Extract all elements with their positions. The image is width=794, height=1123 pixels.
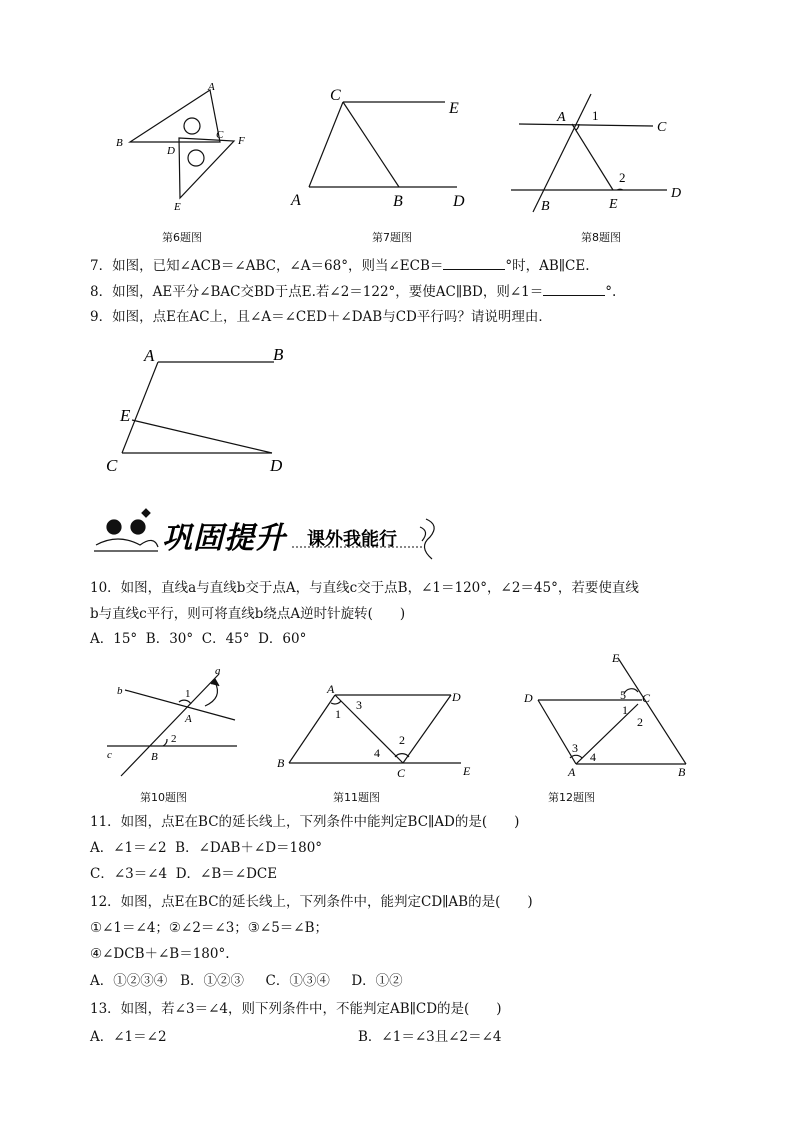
label-D: D	[524, 691, 533, 705]
label-C: C	[330, 87, 341, 104]
figure-9	[100, 340, 300, 480]
label-B: B	[151, 751, 158, 763]
angle-1: 1	[335, 707, 341, 721]
q7-answer-blank[interactable]	[443, 257, 505, 270]
question-11-options-ab	[90, 840, 322, 856]
label-A: A	[327, 682, 335, 696]
figure-10	[105, 662, 250, 782]
figure-11-diagram	[275, 677, 480, 782]
question-12: 12．如图，点E在BC的延长线上，下列条件中，能判定CD∥AB的是( )	[90, 894, 533, 910]
label-B: B	[393, 193, 403, 210]
angle-4: 4	[374, 746, 380, 760]
label-C: C	[657, 120, 667, 135]
question-12-options	[90, 973, 403, 989]
question-13-options	[90, 1029, 690, 1045]
label-D: D	[167, 145, 175, 157]
question-10-line2: b与直线c平行，则可将直线b绕点A逆时针旋转( )	[90, 606, 406, 622]
label-B: B	[678, 765, 686, 779]
label-F: F	[238, 135, 245, 147]
angle-3: 3	[356, 698, 362, 712]
label-C: C	[216, 129, 224, 141]
label-b: b	[117, 685, 123, 697]
question-9: 9．如图，点E在AC上，且∠A＝∠CED＋∠DAB与CD平行吗？请说明理由．	[90, 309, 552, 325]
label-C: C	[106, 456, 118, 475]
q10-option-a[interactable]: A．15°	[90, 631, 138, 647]
angle-3: 3	[572, 741, 578, 755]
angle-1: 1	[592, 108, 599, 123]
label-E: E	[449, 100, 459, 117]
q13-option-a[interactable]: A．∠1＝∠2	[90, 1029, 167, 1045]
label-C: C	[642, 691, 651, 705]
figure-11	[275, 677, 480, 782]
label-A: A	[185, 713, 192, 725]
figure-7-diagram	[285, 82, 475, 212]
q12-option-c[interactable]: C．①③④	[265, 973, 330, 989]
figure-8	[505, 90, 695, 220]
label-a: a	[215, 665, 221, 677]
q10-option-b[interactable]: B．30°	[145, 631, 194, 647]
angle-2: 2	[399, 733, 405, 747]
angle-2: 2	[619, 170, 626, 185]
caption-fig12: 第12题图	[548, 791, 595, 804]
caption-fig8: 第8题图	[581, 231, 621, 244]
caption-fig11: 第11题图	[333, 791, 380, 804]
label-E: E	[120, 406, 131, 425]
question-11-options-cd	[90, 866, 277, 882]
label-B: B	[541, 199, 550, 214]
label-D: D	[671, 186, 682, 201]
figure-12-diagram	[520, 650, 700, 780]
question-10-line1: 10．如图，直线a与直线b交于点A，与直线c交于点B，∠1＝120°，∠2＝45°，若要使直线	[90, 580, 639, 596]
figure-8-diagram	[505, 90, 695, 220]
figure-12	[520, 650, 700, 780]
label-A: A	[291, 192, 301, 209]
angle-2: 2	[637, 715, 643, 729]
q12-option-d[interactable]: D．①②	[351, 973, 403, 989]
q12-option-a[interactable]: A．①②③④	[90, 973, 168, 989]
label-B: B	[116, 137, 123, 149]
q8-text: 8．如图，AE平分∠BAC交BD于点E.若∠2＝122°，要使AC∥BD，则∠1＝	[90, 284, 544, 300]
angle-1: 1	[622, 703, 628, 717]
label-B: B	[277, 756, 285, 770]
caption-fig7: 第7题图	[372, 231, 412, 244]
angle-1: 1	[185, 688, 191, 700]
question-11: 11．如图，点E在BC的延长线上，下列条件中能判定BC∥AD的是( )	[90, 814, 520, 830]
question-13: 13．如图，若∠3＝∠4，则下列条件中，不能判定AB∥CD的是( )	[90, 1001, 502, 1017]
label-D: D	[270, 456, 283, 475]
question-10-options	[90, 631, 306, 647]
q8-text-post: °.	[605, 284, 617, 300]
figure-10-diagram	[105, 662, 250, 782]
q10-option-d[interactable]: D．60°	[258, 631, 307, 647]
banner-subtitle: 课外我能行	[307, 529, 397, 550]
label-A: A	[568, 765, 576, 779]
q8-answer-blank[interactable]	[543, 283, 605, 296]
section-banner	[92, 505, 452, 565]
question-8	[90, 283, 616, 300]
q11-option-c[interactable]: C．∠3＝∠4	[90, 866, 168, 882]
question-7	[90, 257, 590, 274]
q11-option-a[interactable]: A．∠1＝∠2	[90, 840, 167, 856]
label-B: B	[273, 345, 284, 364]
figure-7	[285, 82, 475, 212]
angle-5: 5	[620, 688, 626, 702]
label-A: A	[144, 346, 155, 365]
label-E: E	[612, 651, 620, 665]
q11-option-d[interactable]: D．∠B＝∠DCE	[175, 866, 278, 882]
q12-conditions-2: ④∠DCB＋∠B＝180°.	[90, 946, 230, 962]
caption-fig10: 第10题图	[140, 791, 187, 804]
label-D: D	[453, 193, 465, 210]
q7-text-post: °时，AB∥CE.	[505, 258, 590, 274]
q13-option-b[interactable]: B．∠1＝∠3且∠2＝∠4	[358, 1029, 502, 1045]
angle-2: 2	[171, 733, 177, 745]
q12-option-b[interactable]: B．①②③	[180, 973, 245, 989]
label-A: A	[557, 110, 566, 125]
label-A: A	[208, 81, 215, 93]
banner-title: 巩固提升	[162, 521, 286, 556]
caption-fig6: 第6题图	[162, 231, 202, 244]
label-E: E	[463, 764, 471, 778]
figure-9-diagram	[100, 340, 300, 480]
q10-option-c[interactable]: C．45°	[201, 631, 250, 647]
label-C: C	[397, 766, 406, 780]
q12-conditions-1: ①∠1＝∠4；②∠2＝∠3；③∠5＝∠B；	[90, 920, 329, 936]
angle-4: 4	[590, 750, 596, 764]
figure-6	[112, 80, 252, 215]
q11-option-b[interactable]: B．∠DAB＋∠D＝180°	[175, 840, 323, 856]
label-D: D	[452, 690, 461, 704]
q7-text: 7．如图，已知∠ACB＝∠ABC，∠A＝68°，则当∠ECB＝	[90, 258, 444, 274]
figure-6-diagram	[112, 80, 252, 215]
label-E: E	[609, 197, 618, 212]
label-E: E	[174, 201, 181, 213]
label-c: c	[107, 749, 112, 761]
